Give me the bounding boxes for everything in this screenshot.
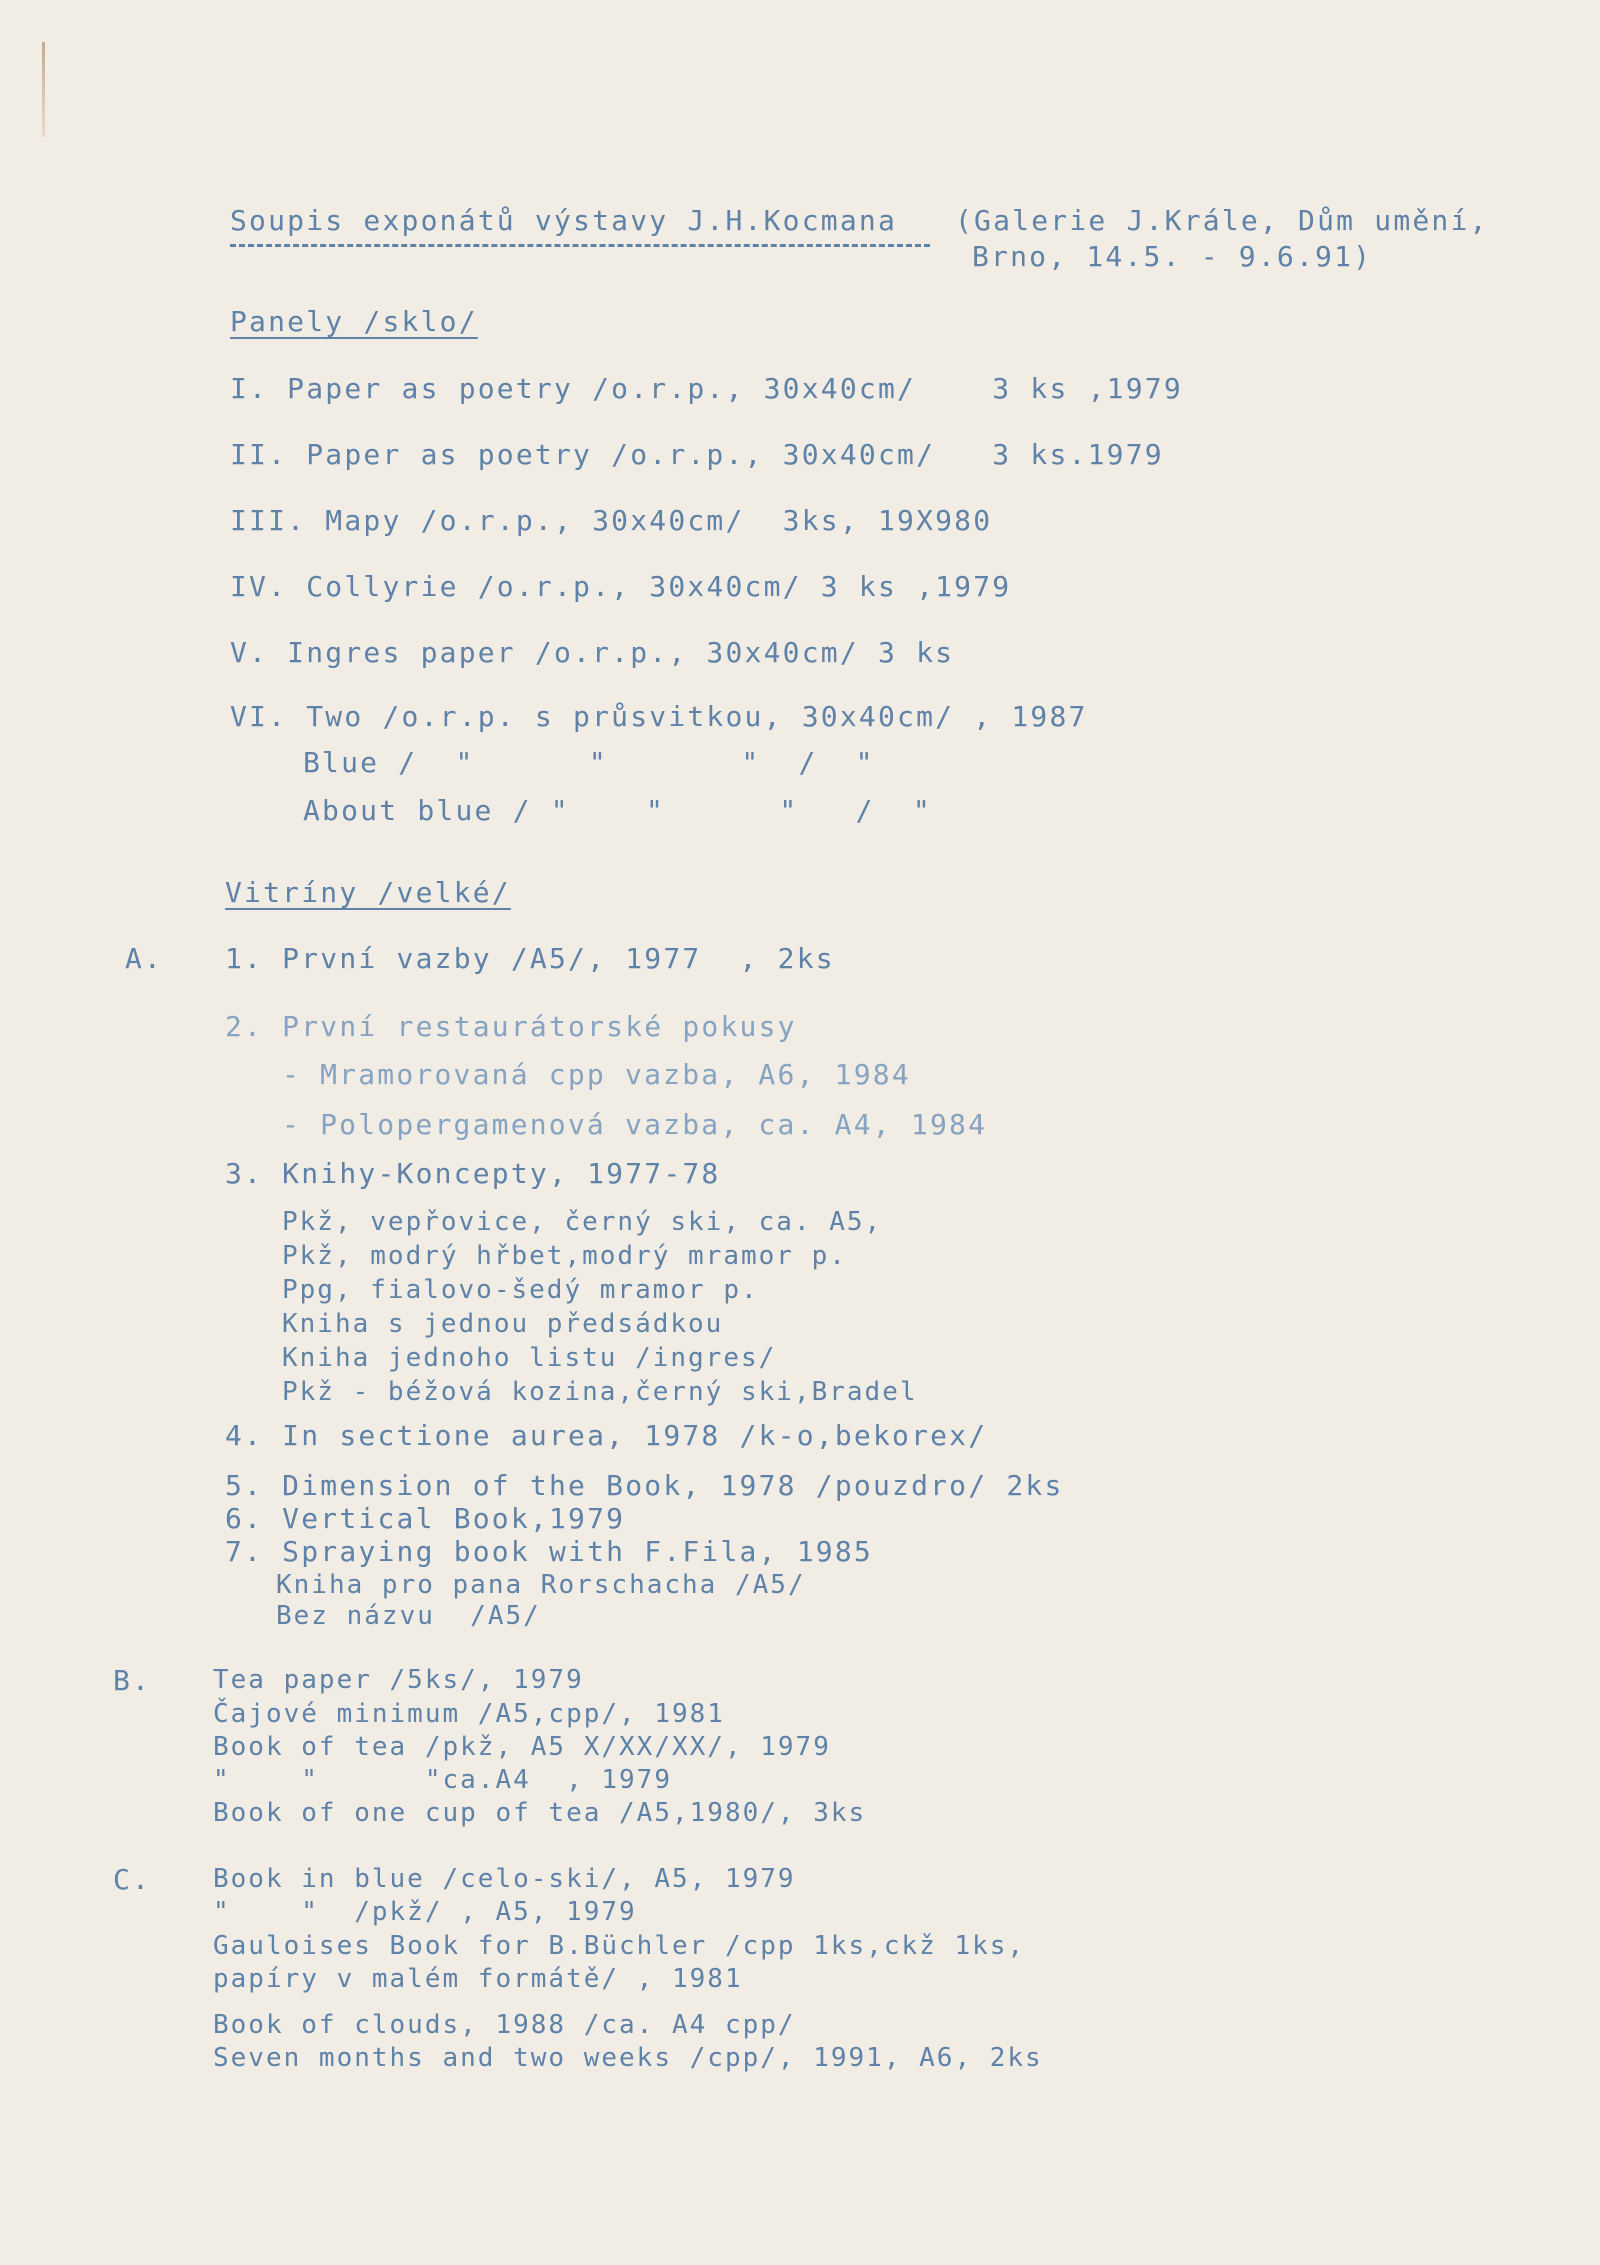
a-line: Ppg, fialovo-šedý mramor p. — [282, 1275, 759, 1305]
document-title: Soupis exponátů výstavy J.H.Kocmana — [230, 204, 898, 237]
b-line: Tea paper /5ks/, 1979 — [213, 1665, 584, 1695]
c-line: Book in blue /celo-ski/, A5, 1979 — [213, 1864, 796, 1894]
c-line: Gauloises Book for B.Büchler /cpp 1ks,ckž 1ks, — [213, 1931, 1026, 1961]
b-line: Book of one cup of tea /A5,1980/, 3ks — [213, 1798, 867, 1828]
panel-item-3: III. Mapy /o.r.p., 30x40cm/ 3ks, 19X980 — [230, 504, 993, 537]
c-line: Book of clouds, 1988 /ca. A4 cpp/ — [213, 2010, 796, 2040]
title-underline — [230, 244, 930, 247]
b-line: Čajové minimum /A5,cpp/, 1981 — [213, 1699, 725, 1729]
venue-line-2: Brno, 14.5. - 9.6.91) — [972, 240, 1373, 273]
group-label-a: A. — [125, 942, 164, 975]
section-heading-panely: Panely /sklo/ — [230, 305, 478, 338]
a-line: 4. In sectione aurea, 1978 /k-o,bekorex/ — [225, 1419, 988, 1452]
c-line: " " /pkž/ , A5, 1979 — [213, 1897, 637, 1927]
panel-item-4: IV. Collyrie /o.r.p., 30x40cm/ 3 ks ,1979 — [230, 570, 1012, 603]
panel-item-1: I. Paper as poetry /o.r.p., 30x40cm/ 3 ks ,1979 — [230, 372, 1183, 405]
c-line: papíry v malém formátě/ , 1981 — [213, 1964, 743, 1994]
panel-sub-blue: Blue / " " " / " — [303, 746, 875, 779]
paper-mark — [42, 42, 45, 137]
a-line: Pkž, modrý hřbet,modrý mramor p. — [282, 1241, 847, 1271]
a-line: Kniha s jednou předsádkou — [282, 1309, 724, 1339]
a-line: Kniha jednoho listu /ingres/ — [282, 1343, 777, 1373]
panel-item-5: V. Ingres paper /o.r.p., 30x40cm/ 3 ks — [230, 636, 955, 669]
a-line: 2. První restaurátorské pokusy — [225, 1010, 797, 1043]
group-label-c: C. — [113, 1863, 152, 1896]
a-line: Pkž - béžová kozina,černý ski,Bradel — [282, 1377, 918, 1407]
b-line: " " "ca.A4 , 1979 — [213, 1765, 672, 1795]
a-line: 5. Dimension of the Book, 1978 /pouzdro/ 2ks — [225, 1469, 1064, 1502]
a-line: - Polopergamenová vazba, ca. A4, 1984 — [282, 1108, 988, 1141]
a-line: 3. Knihy-Koncepty, 1977-78 — [225, 1157, 721, 1190]
a-line: Bez názvu /A5/ — [276, 1601, 541, 1631]
a-line: Pkž, vepřovice, černý ski, ca. A5, — [282, 1207, 883, 1237]
group-label-b: B. — [113, 1664, 152, 1697]
panel-sub-about-blue: About blue / " " " / " — [303, 794, 932, 827]
a-line: - Mramorovaná cpp vazba, A6, 1984 — [282, 1058, 911, 1091]
venue-line-1: (Galerie J.Krále, Dům umění, — [955, 204, 1489, 237]
a-line: 6. Vertical Book,1979 — [225, 1502, 626, 1535]
panel-item-2: II. Paper as poetry /o.r.p., 30x40cm/ 3 ks.1979 — [230, 438, 1164, 471]
section-heading-vitriny: Vitríny /velké/ — [225, 876, 511, 909]
a-line: 1. První vazby /A5/, 1977 , 2ks — [225, 942, 835, 975]
b-line: Book of tea /pkž, A5 X/XX/XX/, 1979 — [213, 1732, 831, 1762]
panel-item-6: VI. Two /o.r.p. s průsvitkou, 30x40cm/ , 1987 — [230, 700, 1088, 733]
a-line: Kniha pro pana Rorschacha /A5/ — [276, 1570, 806, 1600]
a-line: 7. Spraying book with F.Fila, 1985 — [225, 1535, 873, 1568]
c-line: Seven months and two weeks /cpp/, 1991, A6, 2ks — [213, 2043, 1043, 2073]
